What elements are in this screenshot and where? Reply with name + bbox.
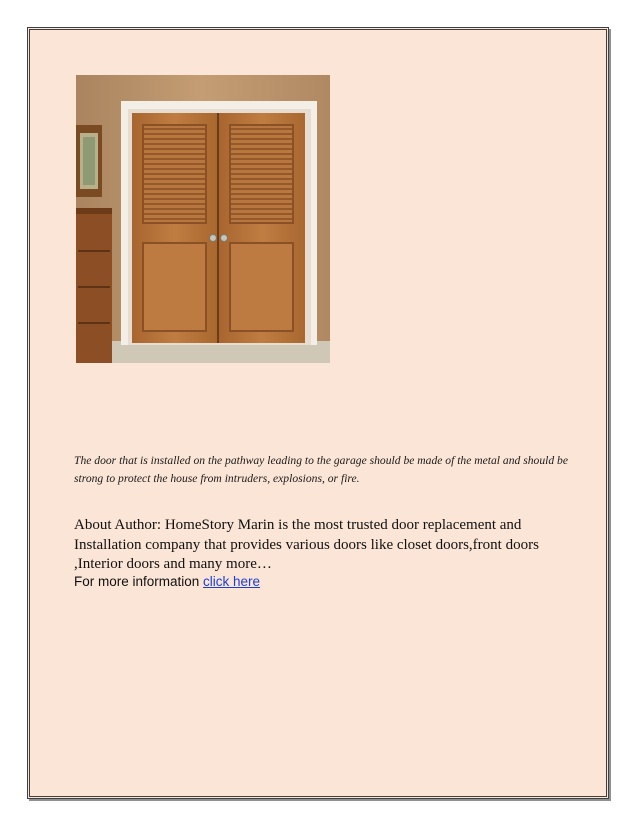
- more-information: [74, 573, 574, 591]
- door-illustration: [76, 75, 330, 363]
- click-here-link[interactable]: click here: [203, 574, 261, 589]
- door-photo: [76, 75, 330, 363]
- photo-caption: The door that is installed on the pathway leading to the garage should be made of the metal and should be strong to protect the house from intruders, explosions, or fire.: [74, 454, 568, 485]
- more-information-prefix: For more information: [74, 574, 204, 589]
- about-author: About Author: HomeStory Marin is the most trusted door replacement and Installation company that provides various doors like closet doors,front doors ,Interior doors and many more…: [74, 517, 539, 572]
